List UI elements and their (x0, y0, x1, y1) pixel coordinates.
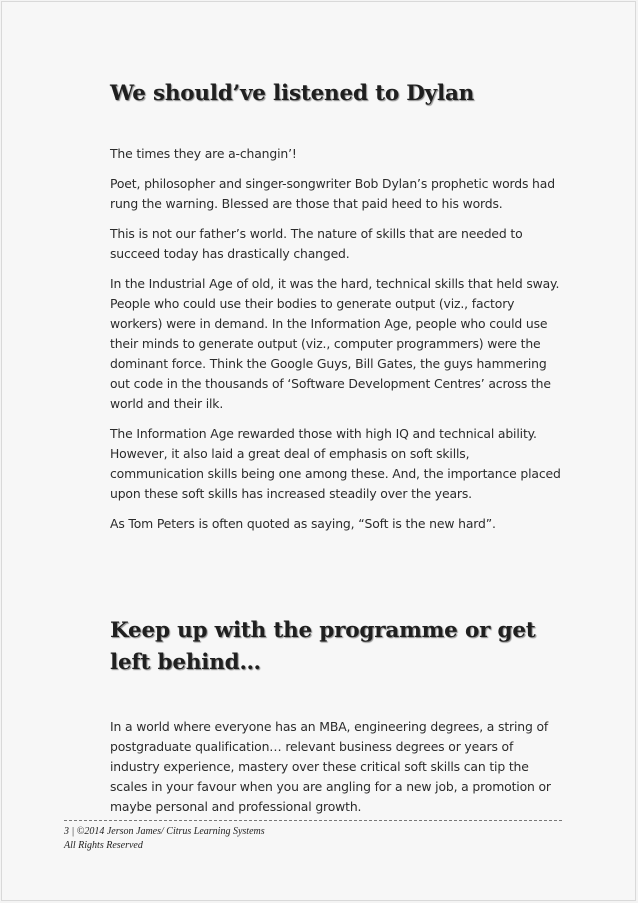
paragraph: Poet, philosopher and singer-songwriter Bob Dylan’s prophetic words had rung the warning. Blessed are those that paid heed to his words. (110, 176, 555, 211)
page-footer (64, 820, 562, 853)
footer-copyright: 3 | ©2014 Jerson James/ Citrus Learning Systems (64, 826, 265, 837)
paragraph: As Tom Peters is often quoted as saying, “Soft is the new hard”. (110, 516, 496, 531)
paragraph: In a world where everyone has an MBA, engineering degrees, a string of postgraduate qualification… relevant business degrees or years of industry experience, mastery over these critical soft skills can tip the scales in your favour when you are angling for a new job, a promotion or maybe personal and professional growth. (110, 719, 551, 814)
footer-rights: All Rights Reserved (64, 840, 143, 851)
footer-divider (64, 820, 562, 821)
paragraph: This is not our father’s world. The nature of skills that are needed to succeed today has drastically changed. (110, 226, 523, 261)
paragraph: The times they are a-changin’! (110, 146, 297, 161)
paragraph: In the Industrial Age of old, it was the hard, technical skills that held sway. People who could use their bodies to generate output (viz., factory workers) were in demand. In the Information Age, people who could use their minds to generate output (viz., computer programmers) were the dominant force. Think the Google Guys, Bill Gates, the guys hammering out code in the thousands of ‘Software Development Centres’ across the world and their ilk. (110, 276, 560, 411)
paragraph: The Information Age rewarded those with high IQ and technical ability. However, it also laid a great deal of emphasis on soft skills, communication skills being one among these. And, the importance placed upon these soft skills has increased steadily over the years. (110, 426, 561, 501)
document-page (1, 1, 636, 901)
section-dylan (110, 78, 565, 544)
section-programme (110, 615, 565, 827)
section-heading: Keep up with the programme or get left behind… (110, 618, 536, 675)
section-heading: We should’ve listened to Dylan (110, 81, 475, 106)
